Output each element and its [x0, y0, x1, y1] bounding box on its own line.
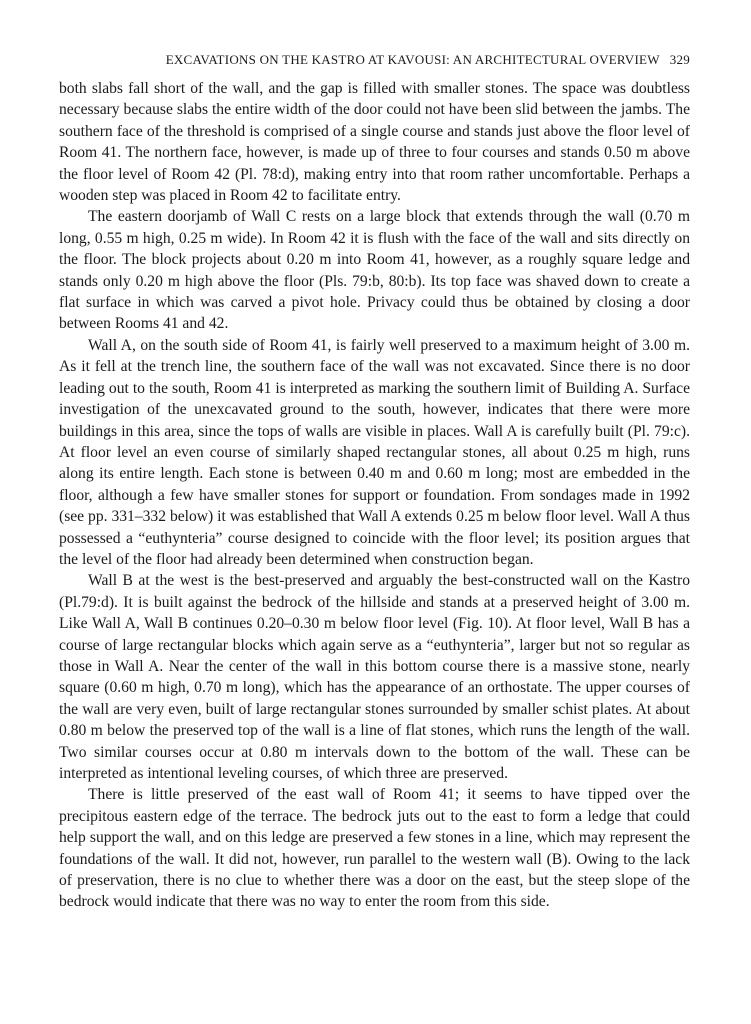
- page: [59, 52, 690, 913]
- paragraph-wall-b: Wall B at the west is the best-preserved and arguably the best-constructed wall on the Kastro (Pl.79:d). It is built against the bedrock of the hillside and stands at a preserved height of 3.00 m. Like Wall A, Wall B continues 0.20–0.30 m below floor level (Fig. 10). At floor level, Wall B has a course of large rectangular blocks which again serve as a “euthynteria”, larger but not so regular as those in Wall A. Near the center of the wall in this bottom course there is a massive stone, nearly square (0.60 m high, 0.70 m long), which has the appearance of an orthostate. The upper courses of the wall are very even, built of large rectangular stones surrounded by smaller schist plates. At about 0.80 m below the preserved top of the wall is a line of flat stones, which runs the length of the wall. Two similar courses occur at 0.80 m intervals down to the bottom of the wall. These can be interpreted as intentional leveling courses, of which three are preserved.: [59, 572, 690, 782]
- running-title: EXCAVATIONS ON THE KASTRO AT KAVOUSI: AN ARCHITECTURAL OVERVIEW: [165, 52, 660, 67]
- body-text: [59, 78, 690, 913]
- paragraph-east-wall: There is little preserved of the east wall of Room 41; it seems to have tipped over the precipitous eastern edge of the terrace. The bedrock juts out to the east to form a ledge that could help support the wall, and on this ledge are preserved a few stones in a line, which may represent the foundations of the wall. It did not, however, run parallel to the western wall (B). Owing to the lack of preservation, there is no clue to whether there was a door on the east, but the steep slope of the bedrock would indicate that there was no way to enter the room from this side.: [59, 786, 690, 911]
- paragraph-threshold-continued: both slabs fall short of the wall, and the gap is filled with smaller stones. The space was doubtless necessary because slabs the entire width of the door could not have been slid between the jambs. The southern face of the threshold is comprised of a single course and stands just above the floor level of Room 41. The northern face, however, is made up of three to four courses and stands 0.50 m above the floor level of Room 42 (Pl. 78:d), making entry into that room rather uncomfortable. Perhaps a wooden step was placed in Room 42 to facilitate entry.: [59, 80, 690, 205]
- running-head: [59, 52, 690, 68]
- paragraph-eastern-doorjamb: The eastern doorjamb of Wall C rests on a large block that extends through the wall (0.70 m long, 0.55 m high, 0.25 m wide). In Room 42 it is flush with the face of the wall and sits directly on the floor. The block projects about 0.20 m into Room 41, however, as a roughly square ledge and stands only 0.20 m high above the floor (Pls. 79:b, 80:b). Its top face was shaved down to create a flat surface in which was carved a pivot hole. Privacy could thus be obtained by closing a door between Rooms 41 and 42.: [59, 208, 690, 333]
- page-number: 329: [669, 52, 690, 67]
- paragraph-wall-a: Wall A, on the south side of Room 41, is fairly well preserved to a maximum height of 3.00 m. As it fell at the trench line, the southern face of the wall was not excavated. Since there is no door leading out to the south, Room 41 is interpreted as marking the southern limit of Building A. Surface investigation of the unexcavated ground to the south, however, indicates that there were more buildings in this area, since the tops of walls are visible in places. Wall A is carefully built (Pl. 79:c). At floor level an even course of similarly shaped rectangular stones, all about 0.25 m high, runs along its entire length. Each stone is between 0.40 m and 0.60 m long; most are embedded in the floor, although a few have smaller stones for support or foundation. From sondages made in 1992 (see pp. 331–332 below) it was established that Wall A extends 0.25 m below floor level. Wall A thus possessed a “euthynteria” course designed to coincide with the floor level; its position argues that the level of the floor had already been determined when construction began.: [59, 336, 690, 568]
